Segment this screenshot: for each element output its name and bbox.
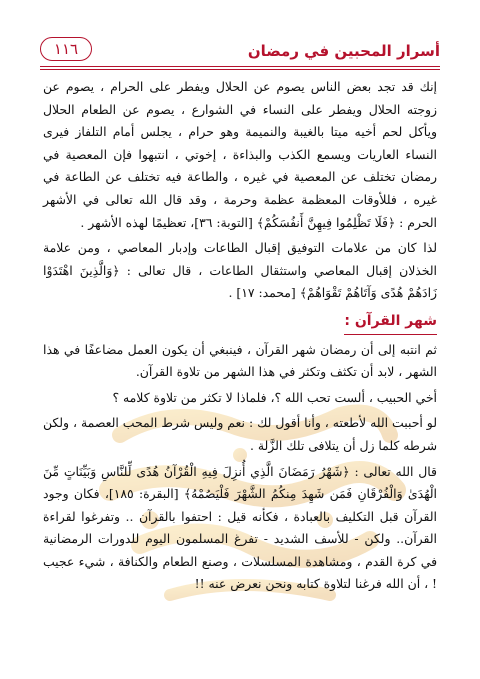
- header-rule: [40, 66, 440, 67]
- paragraph: أخي الحبيب ، ألست تحب الله ؟، فلماذا لا تكثر من تلاوة كلامه ؟: [112, 389, 437, 405]
- page-body: [43, 76, 437, 599]
- paragraph: لذا كان من علامات التوفيق إقبال الطاعات وإدبار المعاصي ، ومن علامة الخذلان إقبال المعاصي واستثقال الطاعات ، قال تعالى : ﴿وَالَّذِينَ اهْتَدَوْا زَادَهُمْ هُدًى وَآتَاهُمْ تَقْوَاهُمْ﴾ [محمد: ١٧] .: [43, 240, 437, 301]
- paragraph: لو أحببت الله لأطعته ، وأنا أقول لك : نعم وليس شرط المحب العصمة ، ولكن شرطه كلما زل أن يتلافى تلك الزَّلة .: [43, 415, 437, 453]
- header-rule-thin: [40, 69, 440, 70]
- running-title: أسرار المحبين في رمضان: [247, 42, 440, 60]
- paragraph: قال الله تعالى : ﴿شَهْرُ رَمَضَانَ الَّذِي أُنزِلَ فِيهِ الْقُرْآنُ هُدًى لِّلنَّاسِ وَبَيِّنَاتٍ مِّنَ الْهُدَىٰ وَالْفُرْقَانِ فَمَن شَهِدَ مِنكُمُ الشَّهْرَ فَلْيَصُمْهُ﴾ [البقرة: ١٨٥]، فكان وجود القرآن قبل التكليف بالعبادة ، فكأنه قيل : احتفوا بالقرآن .. وتفرغوا لقراءة القرآن.. ولكن - للأسف الشديد - تفرغ المسلمون اليوم للدورات الرمضانية في كرة القدم ، ومشاهدة المسلسلات ، وصنع الطعام والكنافة ، شيء عجيب ! ، أن الله فرغنا لتلاوة كتابه ونحن نعرض عنه !!: [43, 463, 437, 592]
- paragraph: إنك قد تجد بعض الناس يصوم عن الحلال ويفطر على الحرام ، يصوم عن زوجته الحلال ويفطر على النساء في الشوارع ، يصوم عن الطعام الحلال ويأكل لحم أخيه ميتا بالغيبة والنميمة وهو حرام ، يجلس أمام التلفاز فيرى النساء العاريات ويسمع الكذب والبذاءة ، إخوتي ، انتبهوا فإن المعصية في رمضان تختلف عن المعصية في غيره ، والطاعة فيه تختلف عن الطاعة في غيره ، فللأوقات المعظمة عظمة وحرمة ، وقد قال الله تعالى في الأشهر الحرم : ﴿فَلَا تَظْلِمُوا فِيهِنَّ أَنفُسَكُمْ﴾ [التوبة: ٣٦]، تعظيمًا لهذه الأشهر .: [43, 79, 437, 230]
- page-number: ١١٦: [40, 37, 92, 61]
- paragraph: ثم انتبه إلى أن رمضان شهر القرآن ، فينبغي أن يكون العمل مضاعفًا في هذا الشهر ، لابد أن تكثف وتكثر في هذا الشهر من تلاوة القرآن.: [43, 341, 437, 380]
- section-heading: شهر القرآن :: [344, 310, 437, 335]
- page-header: [40, 34, 440, 64]
